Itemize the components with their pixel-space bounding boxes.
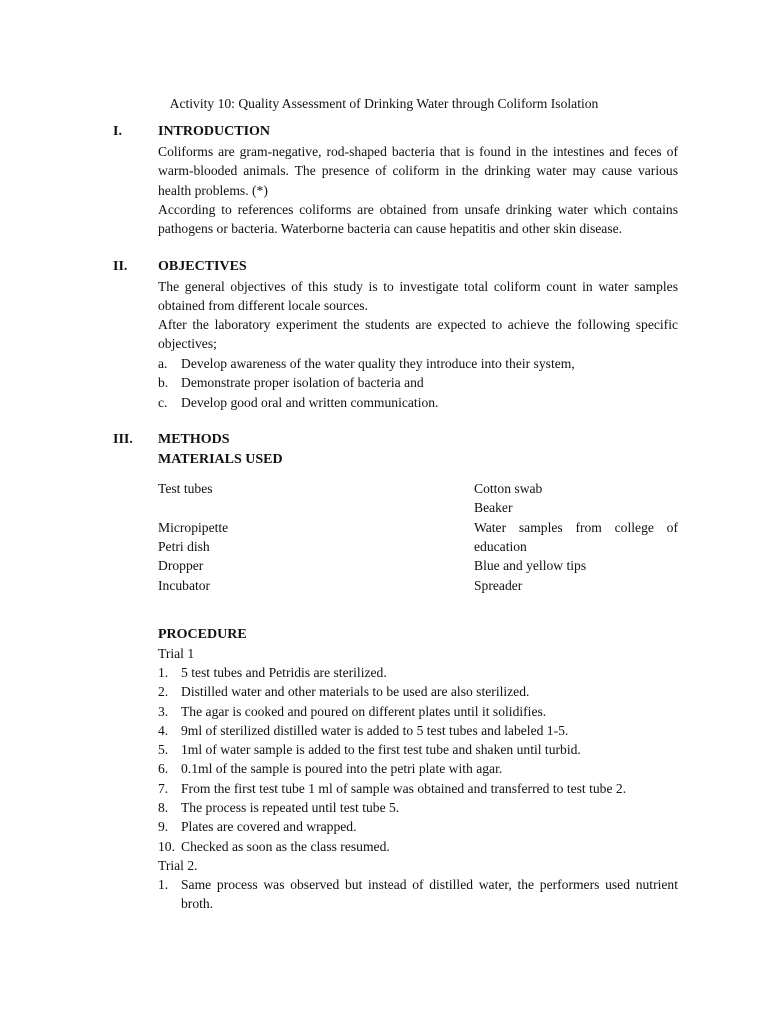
- list-item-text: From the first test tube 1 ml of sample was obtained and transferred to test tube 2.: [181, 780, 627, 796]
- list-marker: 3.: [158, 703, 169, 719]
- section-heading-introduction: INTRODUCTION: [158, 124, 271, 139]
- section-numeral-objectives: II.: [113, 259, 128, 274]
- list-marker: 8.: [158, 800, 169, 816]
- list-item: [158, 798, 678, 817]
- list-item-text: 5 test tubes and Petridis are sterilized.: [181, 665, 387, 680]
- list-item-text: Demonstrate proper isolation of bacteria and: [181, 375, 424, 391]
- material-item: Blue and yellow tips: [474, 558, 587, 573]
- list-item-text: Develop good oral and written communication.: [181, 394, 439, 410]
- list-item: [158, 721, 678, 740]
- list-item-text: The agar is cooked and poured on different plates until it solidifies.: [181, 703, 547, 719]
- list-item-text: Checked as soon as the class resumed.: [181, 838, 390, 854]
- procedure-heading: PROCEDURE: [158, 627, 247, 642]
- material-item: Dropper: [158, 558, 204, 573]
- list-marker: 1.: [158, 877, 169, 892]
- list-item-text: Same process was observed but instead of distilled water, the performers used nutrient broth.: [181, 877, 678, 912]
- list-marker: b.: [158, 375, 169, 391]
- list-item: [158, 702, 678, 721]
- list-marker: 5.: [158, 742, 169, 758]
- list-marker: 7.: [158, 780, 169, 796]
- material-item: Petri dish: [158, 539, 210, 554]
- list-item-text: The process is repeated until test tube 5.: [181, 800, 400, 816]
- material-item: Incubator: [158, 578, 211, 593]
- objectives-paragraph-2: After the laboratory experiment the students are expected to achieve the following specific objectives;: [158, 317, 678, 352]
- list-item-text: Develop awareness of the water quality they introduce into their system,: [181, 356, 575, 371]
- list-marker: 10.: [158, 838, 175, 854]
- list-marker: 1.: [158, 665, 169, 680]
- material-item: Test tubes: [158, 481, 213, 496]
- list-item: [158, 817, 678, 836]
- list-item-text: Plates are covered and wrapped.: [181, 819, 357, 835]
- section-heading-objectives: OBJECTIVES: [158, 259, 247, 274]
- material-item: Micropipette: [158, 520, 229, 535]
- materials-heading: MATERIALS USED: [158, 452, 283, 467]
- list-marker: 2.: [158, 684, 169, 700]
- list-marker: a.: [158, 356, 168, 371]
- introduction-paragraph-1: Coliforms are gram-negative, rod-shaped bacteria that is found in the intestines and feces of warm-blooded animals. The presence of coliform in the drinking water may cause various health problems. (*): [158, 144, 678, 198]
- list-item: [158, 682, 678, 701]
- list-item-text: 9ml of sterilized distilled water is added to 5 test tubes and labeled 1-5.: [181, 722, 569, 738]
- objectives-list: [158, 354, 678, 412]
- list-item: [158, 740, 678, 759]
- material-item: Cotton swab: [474, 481, 543, 496]
- list-item: [158, 875, 678, 914]
- introduction-paragraph-2: According to references coliforms are obtained from unsafe drinking water which contains pathogens or bacteria. Waterborne bacteria can cause hepatitis and other skin disease.: [158, 202, 678, 237]
- section-numeral-introduction: I.: [113, 124, 122, 139]
- list-item: [158, 837, 678, 856]
- list-marker: 4.: [158, 722, 169, 738]
- list-marker: 9.: [158, 819, 169, 835]
- list-item: [158, 373, 678, 392]
- list-item-text: 0.1ml of the sample is poured into the petri plate with agar.: [181, 761, 503, 777]
- list-marker: 6.: [158, 761, 169, 777]
- list-item: [158, 354, 678, 373]
- list-item: [158, 759, 678, 778]
- list-item-text: Distilled water and other materials to be used are also sterilized.: [181, 684, 530, 700]
- list-item: [158, 393, 678, 412]
- trial-1-label: Trial 1: [158, 646, 195, 661]
- material-item: Water samples from college of education: [474, 520, 678, 555]
- list-item-text: 1ml of water sample is added to the first test tube and shaken until turbid.: [181, 742, 581, 758]
- material-item: Spreader: [474, 578, 523, 593]
- list-item: [158, 663, 678, 682]
- material-item: Beaker: [474, 500, 513, 515]
- objectives-paragraph-1: The general objectives of this study is to investigate total coliform count in water samples obtained from different locale sources.: [158, 279, 678, 314]
- trial-1-steps: [158, 663, 678, 856]
- document-title: Activity 10: Quality Assessment of Drinking Water through Coliform Isolation: [169, 96, 599, 111]
- list-item: [158, 779, 678, 798]
- trial-2-steps: [158, 875, 678, 914]
- trial-2-label: Trial 2.: [158, 858, 198, 873]
- list-marker: c.: [158, 394, 168, 410]
- section-heading-methods: METHODS: [158, 432, 230, 447]
- section-numeral-methods: III.: [113, 432, 133, 447]
